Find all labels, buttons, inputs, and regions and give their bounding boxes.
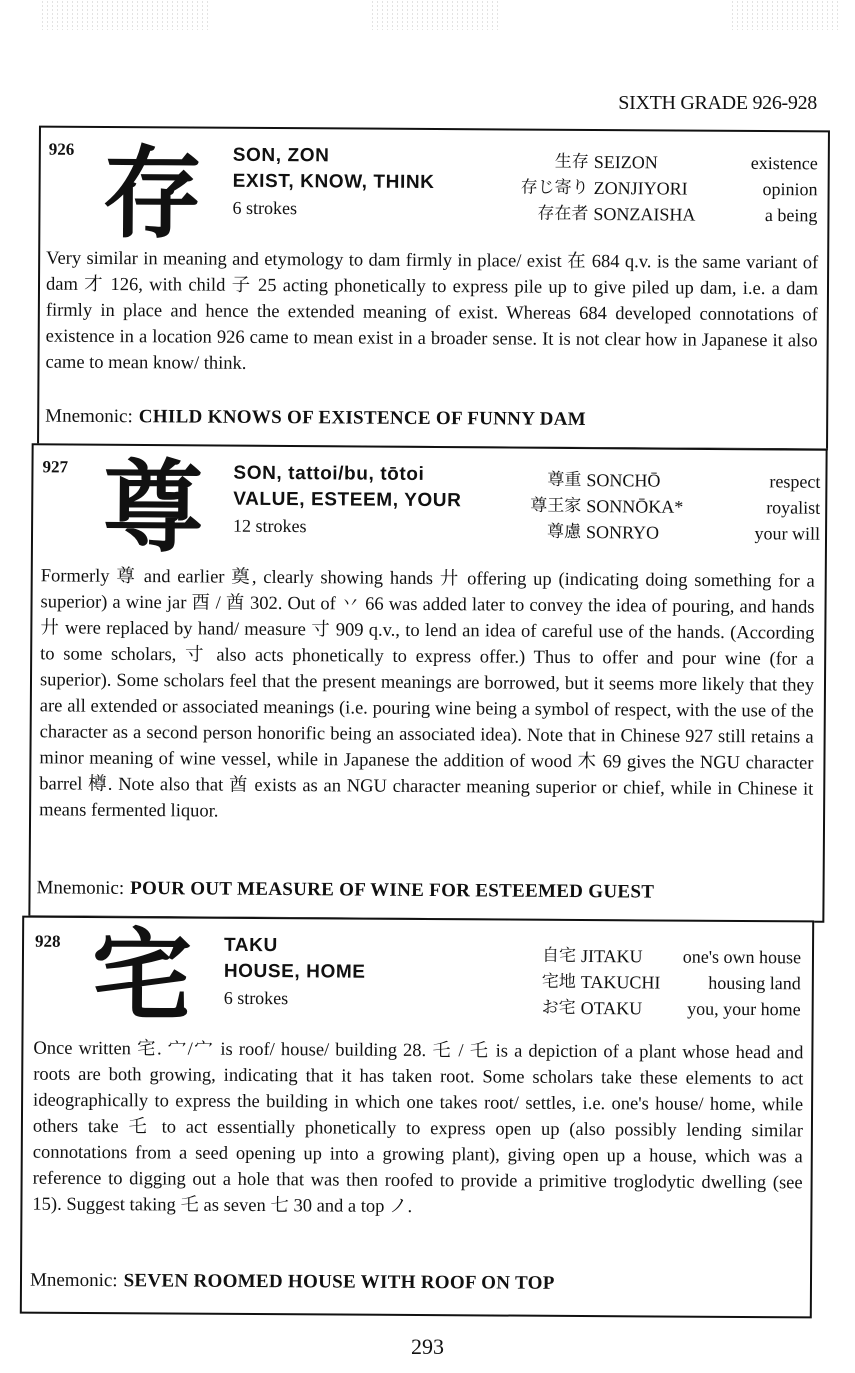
compound-kanji: 尊王家 — [530, 495, 582, 517]
readings: TAKU — [223, 934, 278, 957]
compound-reading: SEIZON — [593, 151, 658, 173]
etymology-paragraph: Once written 宅. 宀/宀 is roof/ house/ building 28. 乇 / 乇 is a depiction of a plant whose head and roots are both growing, indicating that it has taken root. Some scholars take these elements to act ideographically to express the building in which one takes root/ settles, i.e. one's house/ home, while others take 乇 to act essentially phonetically to express open up (also possibly lending similar connotations from a seed opening up into a growing plant), giving open up a house, which was a reference to digging out a hole that was then roofed to provide a primitive troglodytic dwelling (see 15). Suggest taking 乇 as seven 七 30 and a top ノ. — [32, 1038, 804, 1217]
compound-kanji: 存じ寄り — [520, 177, 589, 198]
compound-reading: SONZAISHA — [593, 203, 696, 225]
compound-meaning: you, your home — [687, 998, 801, 1020]
compound-reading: JITAKU — [580, 945, 643, 967]
compound-row — [524, 969, 806, 997]
scan-speckle — [730, 0, 840, 30]
compound-list — [524, 943, 806, 1023]
compound-kanji: 尊重 — [547, 469, 582, 491]
compound-row — [524, 943, 806, 971]
compound-reading: SONRYO — [585, 522, 660, 543]
mnemonic — [45, 406, 586, 431]
compound-row — [481, 148, 818, 176]
entry-info — [233, 461, 462, 541]
compound-meaning: one's own house — [682, 946, 802, 968]
compound-reading: SONNŌKA* — [586, 496, 684, 517]
meanings: HOUSE, HOME — [223, 960, 366, 983]
compound-row — [524, 995, 806, 1023]
kanji-entry-928 — [20, 916, 814, 1319]
compound-meaning: housing land — [708, 972, 801, 994]
kanji-character: 尊 — [102, 448, 204, 567]
kanji-entry-927 — [28, 443, 827, 923]
compound-kanji: 宅地 — [541, 971, 576, 992]
entry-number: 926 — [48, 139, 75, 159]
mnemonic — [30, 1270, 555, 1295]
compound-list — [485, 466, 822, 546]
readings: SON, ZON — [232, 144, 330, 167]
stroke-count: 6 strokes — [223, 987, 289, 1009]
compound-reading: SONCHŌ — [586, 470, 661, 491]
compound-reading: TAKUCHI — [580, 971, 661, 993]
kanji-entry-926 — [37, 126, 830, 451]
readings: SON, tattoi/bu, tōtoi — [233, 462, 425, 485]
mnemonic-label: Mnemonic: — [45, 405, 133, 428]
mnemonic-text: POUR OUT MEASURE OF WINE FOR ESTEEMED GUEST — [130, 877, 655, 903]
compound-kanji: 自宅 — [541, 945, 577, 966]
mnemonic-label: Mnemonic: — [36, 877, 125, 899]
compound-reading: OTAKU — [580, 997, 643, 1019]
mnemonic-text: SEVEN ROOMED HOUSE WITH ROOF ON TOP — [123, 1270, 555, 1294]
compound-meaning: opinion — [762, 179, 818, 200]
compound-meaning: a being — [764, 205, 818, 226]
kanji-character: 宅 — [91, 917, 193, 1035]
compound-kanji: お宅 — [541, 997, 576, 1018]
etymology-paragraph: Formerly 尊 and earlier 奠, clearly showing hands 廾 offering up (indicating doing something for a superior) a wine jar 酉 / 酋 302. Out of 丷 66 was added later to convey the idea of pouring, and hands 廾 were replaced by hand/ measure 寸 909 q.v., to lend an idea of careful use of the hands. (According to some scholars, 寸 also acts phonetically to express offer.) Thus to offer and pour wine (for a superior). Some scholars feel that the present meanings are borrowed, but it seems more likely that they are all extended or associated meanings (i.e. pouring wine being a symbol of respect, with the use of the character as a second person honorific being an associated idea). Note that in Chinese 927 still retains a minor meaning of wine vessel, while in Japanese the addition of wood 木 69 gives the NGU character barrel 樽. Note also that 酋 exists as an NGU character meaning superior or chief, while in Chinese it means fermented liquor. — [39, 566, 815, 822]
compound-row — [485, 518, 821, 546]
kanji-character: 存 — [102, 134, 203, 253]
entry-number: 927 — [42, 457, 69, 477]
scan-speckle — [40, 0, 210, 30]
entry-info — [224, 933, 366, 1012]
page-number: 293 — [411, 1334, 444, 1359]
scan-speckle — [370, 0, 500, 30]
compound-row — [485, 466, 821, 494]
stroke-count: 6 strokes — [232, 197, 298, 219]
compound-row — [480, 200, 817, 228]
compound-reading: ZONJIYORI — [593, 177, 688, 199]
meanings: EXIST, KNOW, THINK — [232, 170, 435, 194]
etymology-text — [32, 1036, 803, 1223]
entry-info — [232, 143, 434, 222]
etymology-text — [39, 563, 815, 828]
compound-meaning: royalist — [766, 497, 821, 518]
mnemonic — [36, 877, 654, 903]
mnemonic-text: CHILD KNOWS OF EXISTENCE OF FUNNY DAM — [138, 406, 586, 430]
stroke-count: 12 strokes — [233, 515, 307, 537]
compound-row — [485, 492, 821, 520]
meanings: VALUE, ESTEEM, YOUR — [233, 488, 462, 512]
compound-kanji: 尊慮 — [546, 521, 582, 543]
compound-meaning: your will — [754, 523, 821, 544]
etymology-paragraph: Very similar in meaning and etymology to dam firmly in place/ exist 在 684 q.v. is the same variant of dam 才 126, with child 子 25 acting phonetically to express pile up to give piled up dam, i.e. a dam firmly in place and hence the extended meaning of exist. Whereas 684 developed connotations of existence in a location 926 came to mean exist in a broader sense. It is not clear how in Japanese it also came to mean know/ think. — [45, 248, 819, 374]
compound-kanji: 存在者 — [537, 203, 589, 224]
compound-kanji: 生存 — [554, 151, 589, 172]
mnemonic-label: Mnemonic: — [29, 1269, 118, 1292]
compound-meaning: respect — [769, 471, 821, 492]
compound-meaning: existence — [750, 152, 818, 174]
compound-list — [480, 148, 817, 228]
etymology-text — [45, 246, 818, 381]
entry-number: 928 — [35, 931, 61, 951]
page-header: SIXTH GRADE 926-928 — [618, 92, 817, 114]
compound-row — [481, 174, 818, 202]
